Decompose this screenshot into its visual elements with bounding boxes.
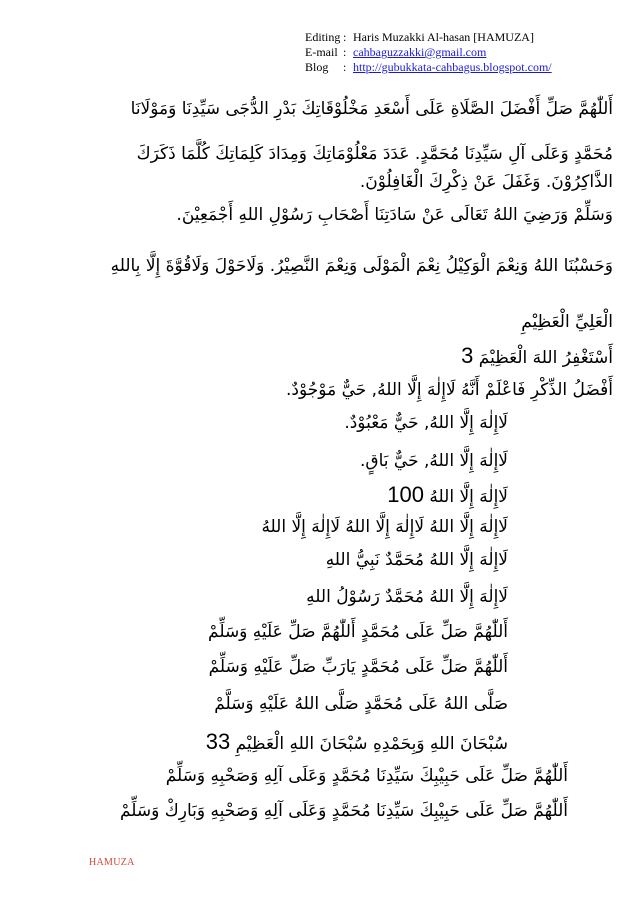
arabic-line: لَاإِلٰهَ إِلَّا اللهُ لَاإِلٰهَ إِلَّا اللهُ لَاإِلٰهَ إِلَّا اللهُ	[261, 517, 508, 537]
footer-mark: HAMUZA	[89, 857, 135, 868]
arabic-text: سُبْحَانَ اللهِ وَبِحَمْدِهِ سُبْحَانَ اللهِ الْعَظِيْمِ	[235, 734, 508, 754]
blog-label: Blog	[305, 60, 329, 74]
email-label: E-mail	[305, 45, 338, 59]
separator: :	[343, 30, 347, 44]
blog-row	[305, 60, 552, 75]
arabic-line: وَسَلِّمْ وَرَضِيَ اللهُ تَعَالَى عَنْ سَادَتِنَا أَصْحَابِ رَسُوْلِ اللهِ أَجْمَعِيْنَ.	[176, 205, 613, 225]
arabic-line: أَللّٰهُمَّ صَلِّ عَلَى حَبِيْبِكَ سَيِّدِنَا مُحَمَّدٍ وَعَلَى آلِهِ وَصَحْبِهِ وَسَلِّمْ	[165, 766, 568, 786]
tahlil-line	[387, 483, 508, 509]
email-row	[305, 45, 552, 60]
arabic-line: لَاإِلٰهَ إِلَّا اللهُ مُحَمَّدٌ رَسُوْلُ اللهِ	[306, 587, 508, 607]
repeat-count: 100	[387, 482, 424, 507]
arabic-line: أَللّٰهُمَّ صَلِّ أَفْضَلَ الصَّلَاةِ عَلَى أَسْعَدِ مَخْلُوْقَاتِكَ بَدْرِ الدُّجَى سَيِّدِنَا وَمَوْلَانَا	[130, 99, 613, 119]
arabic-line: صَلَّى اللهُ عَلَى مُحَمَّدٍ صَلَّى اللهُ عَلَيْهِ وَسَلَّمْ	[214, 694, 508, 714]
arabic-line: لَاإِلٰهَ إِلَّا اللهُ, حَيٌّ بَاقٍ.	[360, 451, 508, 471]
repeat-count: 3	[461, 343, 474, 368]
arabic-text: لَاإِلٰهَ إِلَّا اللهُ	[429, 487, 508, 507]
arabic-text: أَسْتَغْفِرُ اللهَ الْعَظِيْمَ	[478, 348, 613, 368]
repeat-count: 33	[205, 729, 231, 754]
editor-name: Haris Muzakki Al-hasan [HAMUZA]	[353, 30, 534, 44]
arabic-line: أَللّٰهُمَّ صَلِّ عَلَى مُحَمَّدٍ أَللّٰهُمَّ صَلِّ عَلَيْهِ وَسَلِّمْ	[208, 622, 508, 642]
separator: :	[343, 45, 347, 59]
arabic-line: أَللّٰهُمَّ صَلِّ عَلَى حَبِيْبِكَ سَيِّدِنَا مُحَمَّدٍ وَعَلَى آلِهِ وَصَحْبِهِ وَبَارِكْ وَسَلِّمْ	[119, 801, 568, 821]
arabic-line: لَاإِلٰهَ إِلَّا اللهُ مُحَمَّدٌ نَبِيُّ اللهِ	[325, 550, 508, 570]
arabic-line: الذَّاكِرُوْنَ. وَغَفَلَ عَنْ ذِكْرِكَ الْغَافِلُوْنَ.	[359, 172, 613, 192]
editing-label: Editing	[305, 30, 341, 44]
arabic-line: مُحَمَّدٍ وَعَلَى آلِ سَيِّدِنَا مُحَمَّدٍ. عَدَدَ مَعْلُوْمَاتِكَ وَمِدَادَ كَلِمَاتِكَ كُلَّمَا ذَكَرَكَ	[136, 144, 613, 164]
arabic-line: الْعَلِيِّ الْعَظِيْمِ	[521, 312, 613, 332]
blog-link[interactable]: http://gubukkata-cahbagus.blogspot.com/	[353, 60, 552, 74]
email-link[interactable]: cahbaguzzakki@gmail.com	[353, 45, 487, 59]
arabic-line: وَحَسْبُنَا اللهُ وَنِعْمَ الْوَكِيْلُ نِعْمَ الْمَوْلَى وَنِعْمَ النَّصِيْرُ. وَلَاحَوْلَ وَلَاقُوَّةَ إِلَّا بِاللهِ	[110, 256, 613, 276]
separator: :	[343, 60, 347, 74]
arabic-line: أَفْضَلُ الذِّكْرِ فَاعْلَمْ أَنَّهُ لَاإِلٰهَ إِلَّا اللهُ, حَيٌّ مَوْجُوْدٌ.	[286, 380, 613, 400]
istighfar-line	[461, 344, 613, 370]
arabic-line: أَللّٰهُمَّ صَلِّ عَلَى مُحَمَّدٍ يَارَبِّ صَلِّ عَلَيْهِ وَسَلِّمْ	[208, 657, 508, 677]
editor-info	[305, 30, 552, 75]
tasbih-line	[206, 730, 508, 756]
arabic-line: لَاإِلٰهَ إِلَّا اللهُ, حَيٌّ مَعْبُوْدٌ.	[344, 413, 508, 433]
editor-row	[305, 30, 552, 45]
